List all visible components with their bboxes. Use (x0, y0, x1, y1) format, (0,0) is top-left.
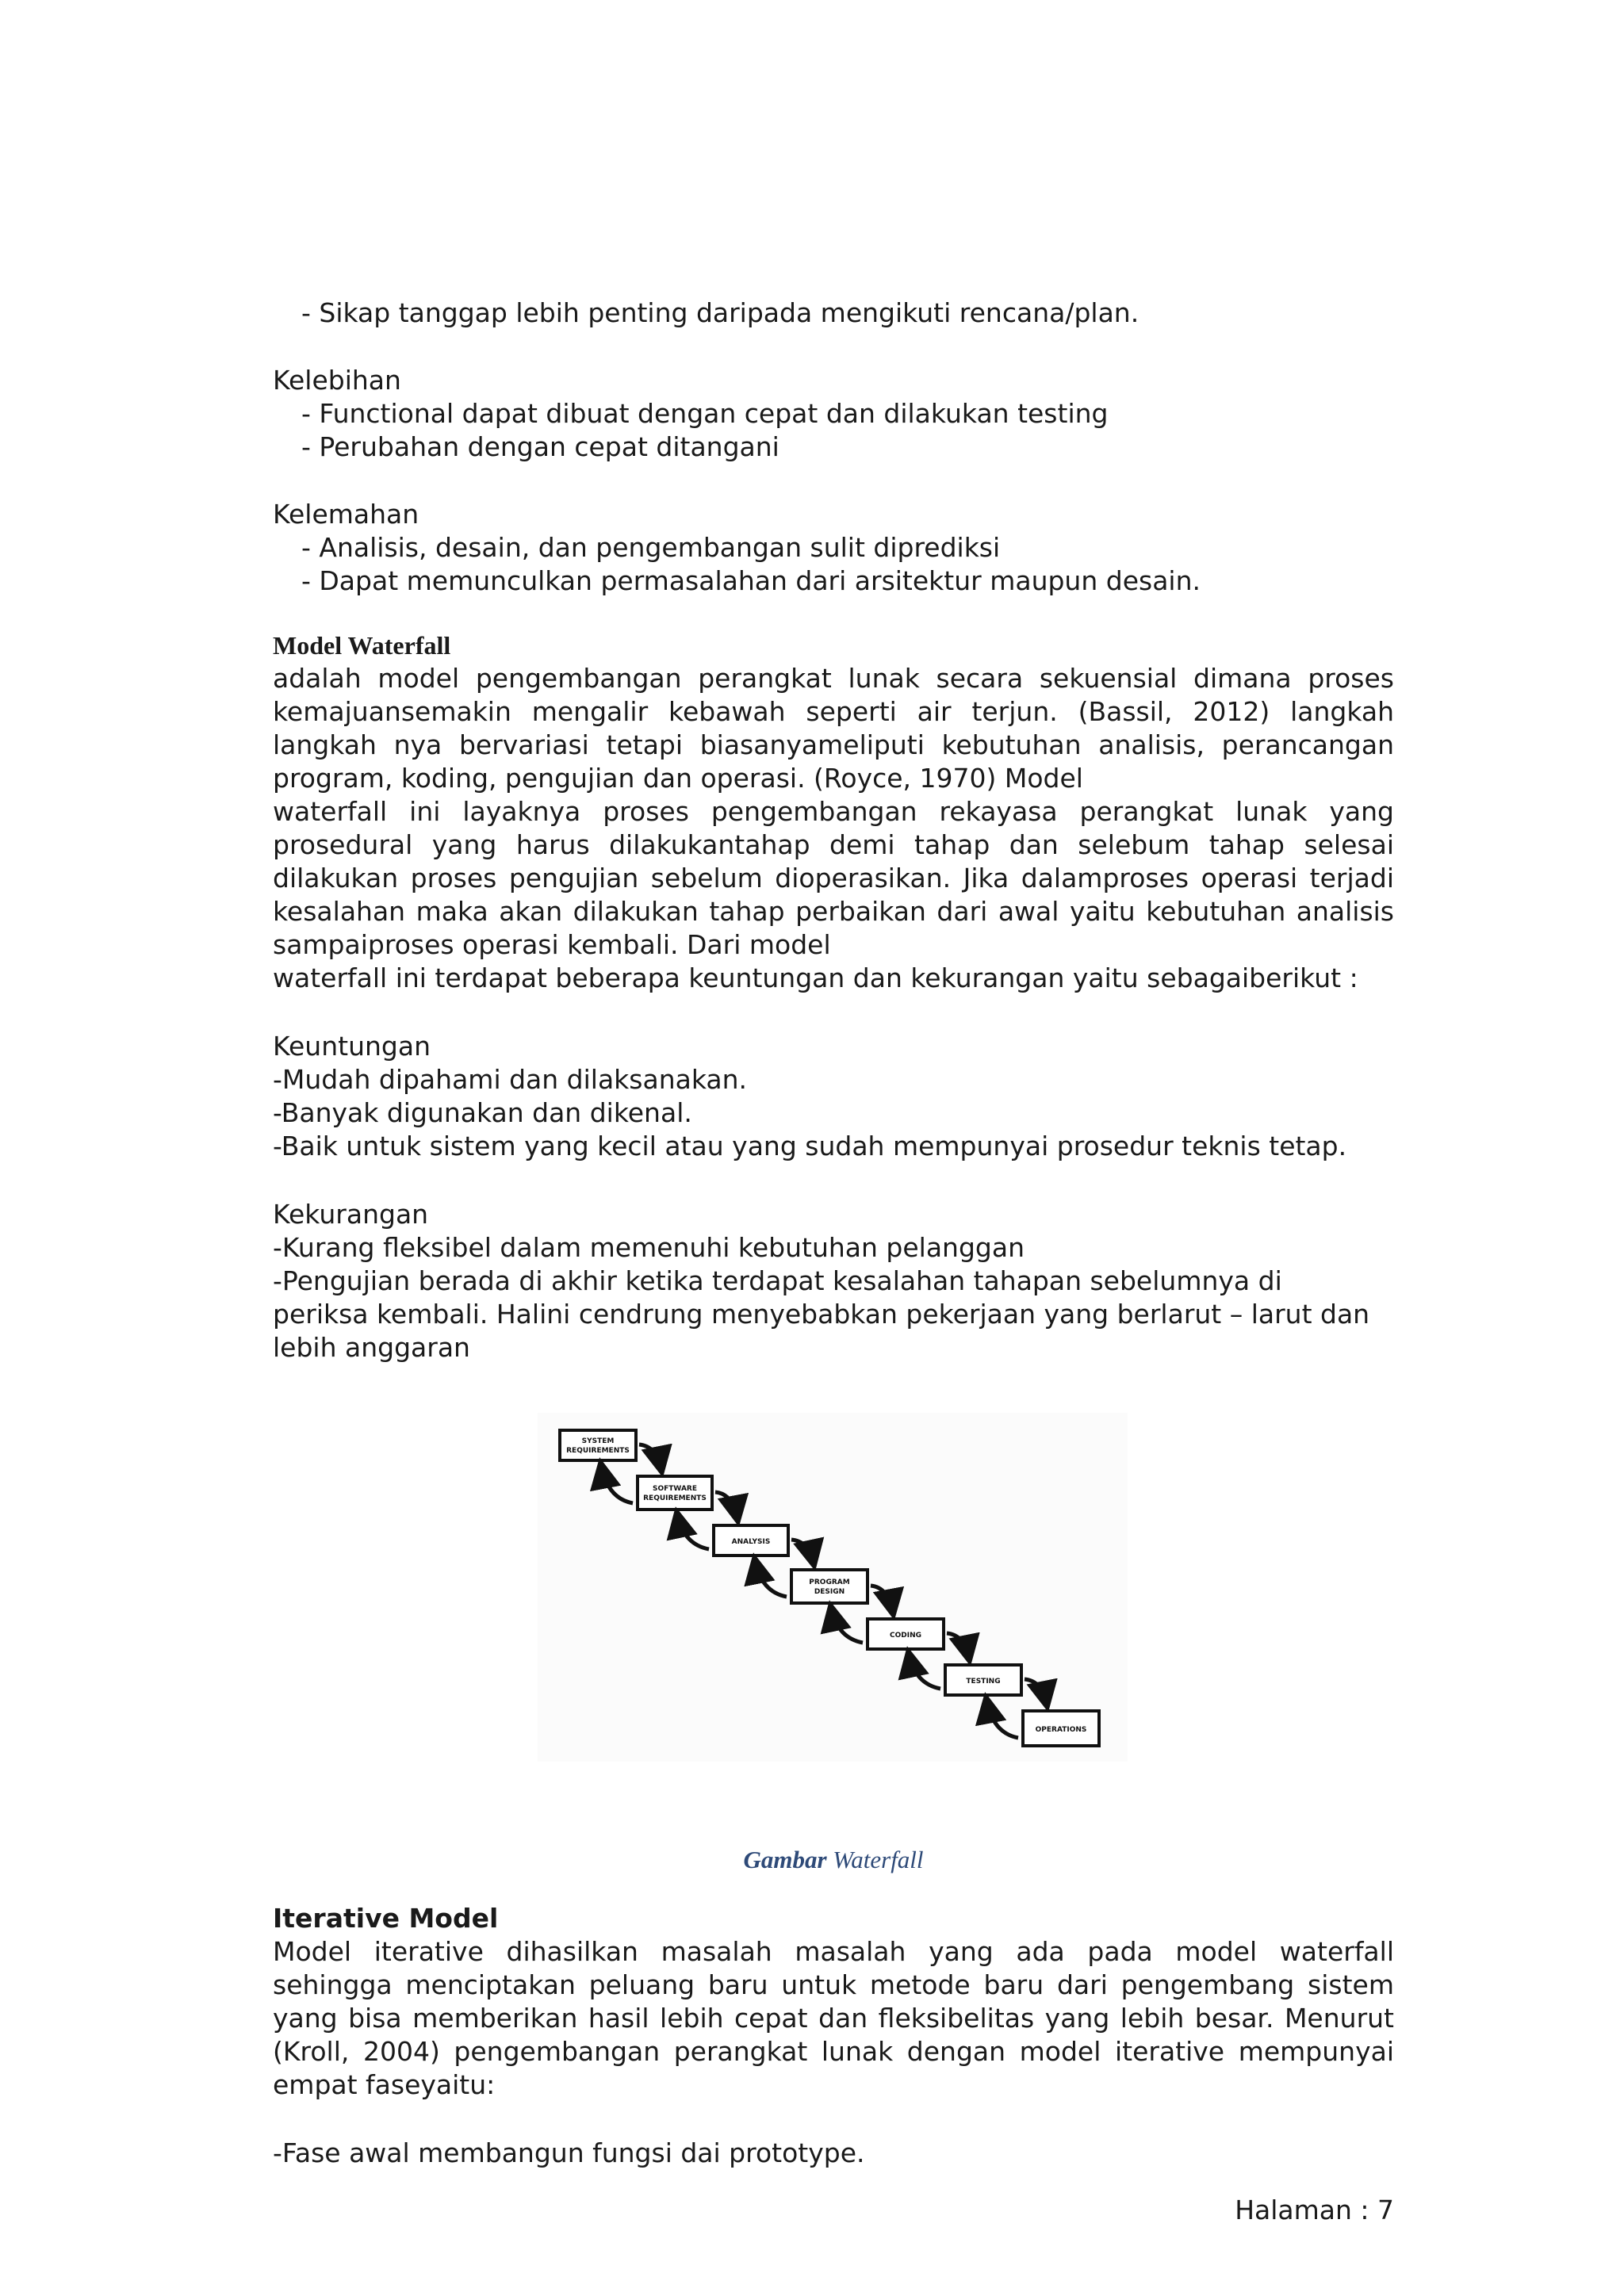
waterfall-diagram-svg (538, 1413, 1128, 1762)
kekurangan-item: -Kurang fleksibel dalam memenuhi kebutuhan pelanggan (273, 1232, 1025, 1263)
keuntungan-item: -Banyak digunakan dan dikenal. (273, 1097, 692, 1128)
paragraph-line: Model iterative dihasilkan masalah masalah yang ada pada model waterfall (273, 1936, 1394, 1967)
stage-box-software-requirements (638, 1476, 712, 1510)
iterative-heading: Iterative Model (273, 1903, 499, 1934)
paragraph-line: adalah model pengembangan perangkat lunak secara sekuensial dimana proses (273, 663, 1394, 694)
kelebihan-heading: Kelebihan (273, 365, 401, 396)
kekurangan-item: periksa kembali. Halini cendrung menyebabkan pekerjaan yang berlarut – larut dan (273, 1299, 1370, 1330)
iterative-phase-item: -Fase awal membangun fungsi dai prototype. (273, 2137, 865, 2168)
agile-bullet-line: - Sikap tanggap lebih penting daripada mengikuti rencana/plan. (301, 297, 1139, 328)
paragraph-line: waterfall ini terdapat beberapa keuntungan dan kekurangan yaitu sebagaiberikut : (273, 962, 1358, 993)
stage-box-coding (868, 1619, 944, 1649)
waterfall-heading: Model Waterfall (273, 631, 451, 660)
stage-box-analysis (714, 1525, 788, 1556)
paragraph-line: waterfall ini layaknya proses pengembangan rekayasa perangkat lunak yang (273, 796, 1394, 827)
stage-box-program-design (791, 1570, 868, 1603)
kelemahan-item: - Dapat memunculkan permasalahan dari arsitektur maupun desain. (301, 565, 1201, 596)
stage-label: PROGRAM (809, 1578, 850, 1586)
stage-box-system-requirements (560, 1430, 636, 1460)
stage-label: CODING (890, 1632, 921, 1640)
paragraph-line: kesalahan maka akan dilakukan tahap perbaikan dari awal yaitu kebutuhan analisis (273, 896, 1394, 927)
stage-box-operations (1023, 1711, 1099, 1746)
stage-label: SOFTWARE (653, 1485, 697, 1493)
kelebihan-item: - Functional dapat dibuat dengan cepat dan dilakukan testing (301, 398, 1109, 429)
paragraph-line: langkah nya bervariasi tetapi biasanyameliputi kebutuhan analisis, perancangan (273, 729, 1394, 760)
stage-label: ANALYSIS (731, 1538, 771, 1546)
kekurangan-item: lebih anggaran (273, 1332, 470, 1363)
caption-italic: Waterfall (826, 1846, 924, 1873)
paragraph-line: prosedural yang harus dilakukantahap demi tahap dan selebum tahap selesai (273, 829, 1394, 860)
figure-caption (273, 1843, 1394, 1877)
kekurangan-heading: Kekurangan (273, 1199, 429, 1230)
keuntungan-item: -Baik untuk sistem yang kecil atau yang sudah mempunyai prosedur teknis tetap. (273, 1131, 1347, 1161)
paragraph-line: program, koding, pengujian dan operasi. (Royce, 1970) Model (273, 763, 1083, 794)
paragraph-line: sampaiproses operasi kembali. Dari model (273, 929, 831, 960)
stage-label: REQUIREMENTS (643, 1494, 707, 1502)
paragraph-line: yang bisa memberikan hasil lebih cepat dan fleksibelitas yang lebih besar. Menurut (273, 2003, 1394, 2034)
stage-box-testing (945, 1665, 1021, 1695)
caption-bold: Gambar (743, 1846, 827, 1873)
keuntungan-heading: Keuntungan (273, 1031, 431, 1062)
paragraph-line: sehingga menciptakan peluang baru untuk metode baru dari pengembang sistem (273, 1969, 1394, 2000)
stage-label: SYSTEM (581, 1437, 615, 1445)
paragraph-line: kemajuansemakin mengalir kebawah seperti air terjun. (Bassil, 2012) langkah (273, 696, 1394, 727)
stage-label: OPERATIONS (1035, 1726, 1087, 1734)
waterfall-diagram (538, 1413, 1128, 1762)
keuntungan-item: -Mudah dipahami dan dilaksanakan. (273, 1064, 747, 1095)
kelemahan-heading: Kelemahan (273, 499, 419, 530)
stage-label: REQUIREMENTS (566, 1447, 630, 1455)
stage-label: DESIGN (814, 1588, 845, 1596)
kelebihan-item: - Perubahan dengan cepat ditangani (301, 431, 779, 462)
paragraph-line: dilakukan proses pengujian sebelum dioperasikan. Jika dalamproses operasi terjadi (273, 863, 1394, 894)
paragraph-line: (Kroll, 2004) pengembangan perangkat lunak dengan model iterative mempunyai (273, 2036, 1394, 2067)
paragraph-line: empat faseyaitu: (273, 2069, 496, 2100)
stage-label: TESTING (966, 1678, 1001, 1686)
kelemahan-item: - Analisis, desain, dan pengembangan sulit diprediksi (301, 532, 1001, 563)
kekurangan-item: -Pengujian berada di akhir ketika terdapat kesalahan tahapan sebelumnya di (273, 1265, 1282, 1296)
page-number: Halaman : 7 (1235, 2195, 1394, 2225)
